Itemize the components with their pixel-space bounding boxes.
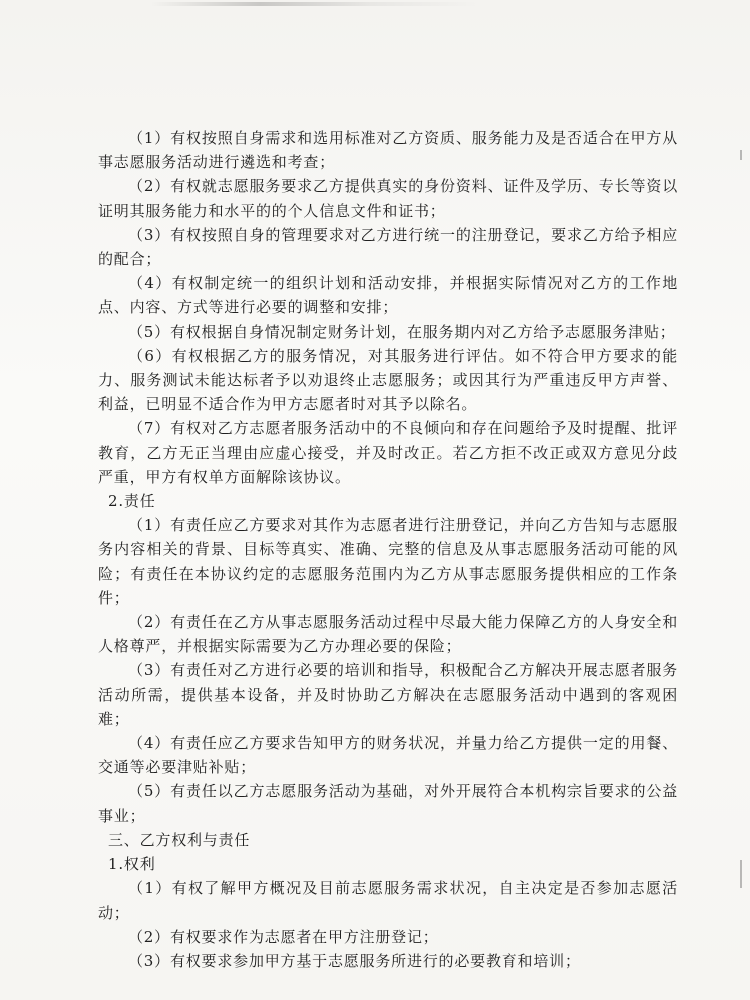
paragraph: （6）有权根据乙方的服务情况，对其服务进行评估。如不符合甲方要求的能力、服务测试未能达标者予以劝退终止志愿服务；或因其行为严重违反甲方声誉、利益，已明显不适合作为甲方志愿者时对其予以除名。 xyxy=(98,346,678,414)
paragraph: （3）有责任对乙方进行必要的培训和指导，积极配合乙方解决开展志愿者服务活动所需，提供基本设备，并及时协助乙方解决在志愿服务活动中遇到的客观困难； xyxy=(98,661,678,728)
paragraph: （1）有权按照自身需求和选用标准对乙方资质、服务能力及是否适合在甲方从事志愿服务活动进行遴选和考查； xyxy=(98,129,678,172)
paragraph: （1）有权了解甲方概况及目前志愿服务需求状况，自主决定是否参加志愿活动； xyxy=(98,879,678,922)
paragraph: （4）有责任应乙方要求告知甲方的财务状况，并量力给乙方提供一定的用餐、交通等必要津贴补贴； xyxy=(98,734,678,777)
section-heading: 1.权利 xyxy=(108,855,156,874)
paragraph: （2）有权就志愿服务要求乙方提供真实的身份资料、证件及学历、专长等资以证明其服务能力和水平的的个人信息文件和证书； xyxy=(98,177,678,220)
paragraph: （4）有权制定统一的组织计划和活动安排，并根据实际情况对乙方的工作地点、内容、方式等进行必要的调整和安排； xyxy=(98,274,678,317)
paragraph: （3）有权按照自身的管理要求对乙方进行统一的注册登记，要求乙方给予相应的配合； xyxy=(98,225,678,269)
document-body xyxy=(98,126,678,973)
scan-artifact-top xyxy=(150,2,480,6)
section-heading: 2.责任 xyxy=(108,492,156,511)
paragraph: （5）有责任以乙方志愿服务活动为基础，对外开展符合本机构宗旨要求的公益事业； xyxy=(98,782,678,825)
scan-mark xyxy=(740,860,742,888)
paragraph: （3）有权要求参加甲方基于志愿服务所进行的必要教育和培训； xyxy=(128,951,581,970)
paragraph: （2）有权要求作为志愿者在甲方注册登记； xyxy=(128,927,439,946)
paragraph: （2）有责任在乙方从事志愿服务活动过程中尽最大能力保障乙方的人身安全和人格尊严，并根据实际需要为乙方办理必要的保险； xyxy=(98,613,678,656)
paragraph: （1）有责任应乙方要求对其作为志愿者进行注册登记，并向乙方告知与志愿服务内容相关的背景、目标等真实、准确、完整的信息及从事志愿服务活动可能的风险；有责任在本协议约定的志愿服务范围内为乙方从事志愿服务提供相应的工作条件； xyxy=(98,516,678,607)
scan-mark xyxy=(740,150,742,160)
paragraph: （5）有权根据自身情况制定财务计划，在服务期内对乙方给予志愿服务津贴； xyxy=(128,322,676,341)
paragraph: （7）有权对乙方志愿者服务活动中的不良倾向和存在问题给予及时提醒、批评教育，乙方无正当理由应虚心接受，并及时改正。若乙方拒不改正或双方意见分歧严重，甲方有权单方面解除该协议。 xyxy=(98,419,678,486)
chapter-heading: 三、乙方权利与责任 xyxy=(108,830,251,849)
